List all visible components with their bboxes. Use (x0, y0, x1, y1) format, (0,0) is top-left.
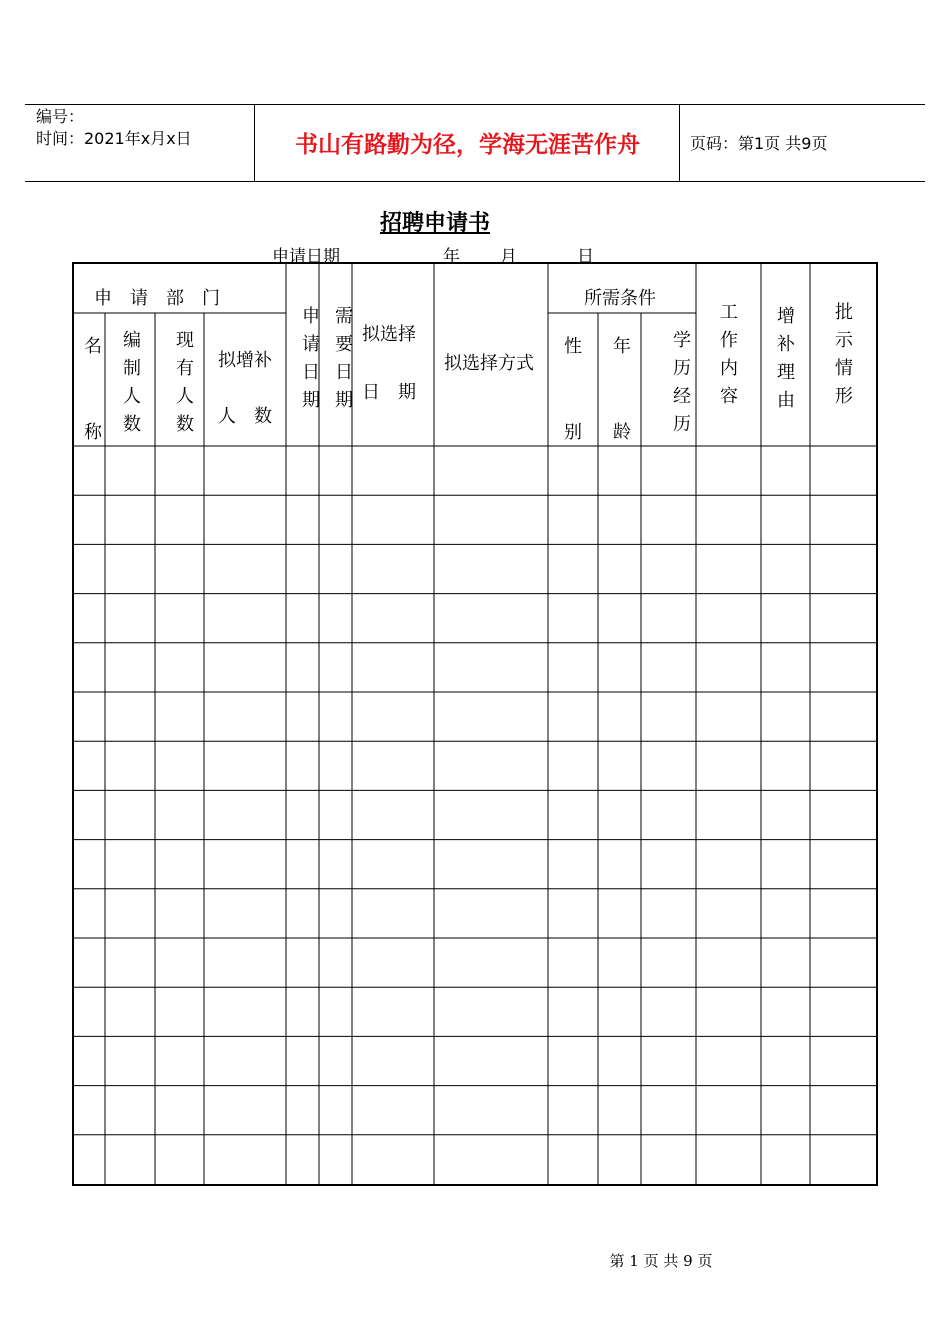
apply-date-month: 月 (500, 247, 517, 267)
col-sex-top: 性 (564, 336, 582, 357)
apply-date-label: 申请日期 (272, 247, 340, 267)
apply-date-day: 日 (577, 247, 594, 267)
header-motto: 书山有路勤为径，学海无涯苦作舟 (295, 132, 640, 158)
col-age-bottom: 龄 (613, 422, 631, 443)
col-select-date-line2: 日 期 (362, 382, 416, 403)
col-approval: 批示情形 (832, 302, 853, 414)
col-age-top: 年 (613, 336, 631, 357)
col-add-reason: 增补理由 (774, 306, 795, 418)
header-page-info: 页码：第1页 共9页 (690, 134, 828, 153)
time-label: 时间：2021年x月x日 (36, 129, 192, 148)
page-footer: 第 1 页 共 9 页 (609, 1252, 713, 1270)
apply-date-year: 年 (443, 247, 460, 267)
col-name-bottom: 称 (84, 422, 102, 443)
col-name-top: 名 (84, 336, 102, 357)
col-apply-date: 申请日期 (299, 306, 320, 418)
col-select-date-line1: 拟选择 (362, 324, 416, 345)
col-education: 学历经历 (670, 330, 691, 442)
header-bottom-rule (25, 181, 925, 182)
col-add-line2: 人 数 (218, 406, 272, 427)
conditions-header: 所需条件 (584, 288, 656, 309)
col-add-line1: 拟增补 (218, 350, 272, 371)
col-work-content: 工作内容 (717, 302, 738, 414)
header-meta (36, 106, 192, 150)
document-title: 招聘申请书 (379, 211, 490, 236)
col-select-method: 拟选择方式 (444, 353, 534, 374)
recruitment-table (72, 262, 878, 1186)
col-staff-quota: 编制人数 (120, 330, 141, 442)
col-current-staff: 现有人数 (173, 330, 194, 442)
col-need-date: 需要日期 (332, 306, 353, 418)
dept-header: 申 请 部 门 (94, 288, 220, 309)
col-sex-bottom: 别 (564, 422, 582, 443)
number-label: 编号： (36, 107, 85, 126)
